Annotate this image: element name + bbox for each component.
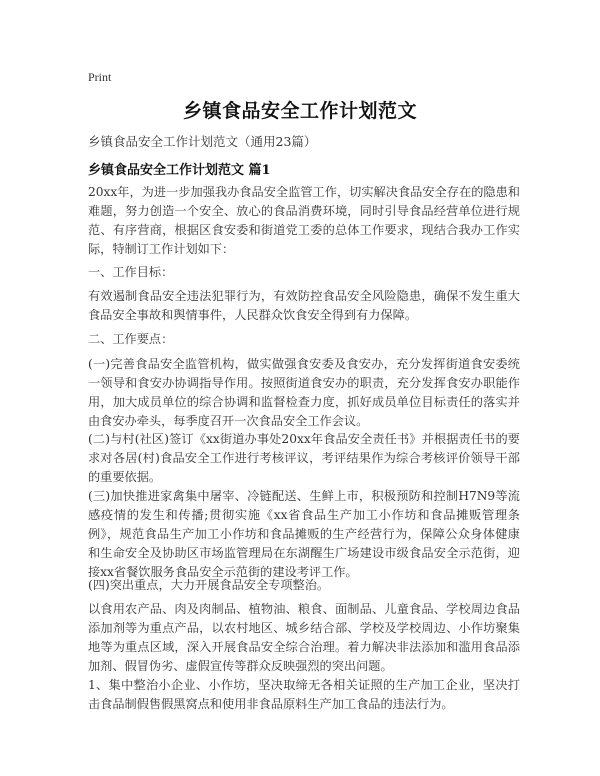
heading-work-points: 二、工作要点： [88, 332, 174, 346]
page-title: 乡镇食品安全工作计划范文 [182, 100, 417, 122]
heading-work-goals: 一、工作目标： [88, 265, 174, 279]
point-three-paragraph: (三)加快推进家禽集中屠宰、冷链配送、生鲜上市，积极预防和控制H7N9等流感疫情的发生和传播;贯彻实施《xx省食品生产加工小作坊和食品摊贩管理条例》，规范食品生产加工小作坊和食品摊贩的生产经营行为，保障公众身体健康和生命安全及协助区市场监管理局在东湖醒生广场建设市级食品安全示范街，迎接xx省餐饮服务食品安全示范街的建设考评工作。 [88, 489, 520, 579]
section-heading: 乡镇食品安全工作计划范文 篇1 [88, 163, 271, 178]
goals-paragraph: 有效遏制食品安全违法犯罪行为，有效防控食品安全风险隐患，确保不发生重大食品安全事故和舆情事件，人民群众饮食安全得到有力保障。 [88, 289, 520, 322]
item-one-paragraph: 1、集中整治小企业、小作坊，坚决取缔无各相关证照的生产加工企业，坚决打击食品制假售假黑窝点和使用非食品原料生产加工食品的违法行为。 [88, 678, 520, 711]
intro-paragraph: 20xx年，为进一步加强我办食品安全监管工作，切实解决食品安全存在的隐患和难题，努力创造一个安全、放心的食品消费环境，同时引导食品经营单位进行规范、有序营商，根据区食安委和街道党工委的总体工作要求，现结合我办工作实际，特制订工作计划如下： [88, 185, 520, 256]
print-link[interactable]: Print [88, 70, 112, 84]
point-one-paragraph: (一)完善食品安全监管机构，做实做强食安委及食安办，充分发挥街道食安委统一领导和食安办协调指导作用。按照街道食安办的职责，充分发挥食安办职能作用，加大成员单位的综合协调和监督检查力度，抓好成员单位目标责任的落实并由食安办牵头，每季度召开一次食品安全工作会议。 [88, 357, 520, 428]
document-subtitle: 乡镇食品安全工作计划范文（通用23篇） [88, 134, 317, 149]
point-four-paragraph: 以食用农产品、肉及肉制品、植物油、粮食、面制品、儿童食品、学校周边食品添加剂等为重点产品，以农村地区、城乡结合部、学校及学校周边、小作坊聚集地等为重点区域，深入开展食品安全综合治理。着力解决非法添加和滥用食品添加剂、假冒伪劣、虚假宣传等群众反映强烈的突出问题。 [88, 602, 520, 673]
point-two-paragraph: (二)与村(社区)签订《xx街道办事处20xx年食品安全责任书》并根据责任书的要求对各居(村)食品安全工作进行考核评议，考评结果作为综合考核评价领导干部的重要依据。 [88, 432, 520, 484]
point-four-heading: (四)突出重点，大力开展食品安全专项整治。 [88, 578, 330, 592]
